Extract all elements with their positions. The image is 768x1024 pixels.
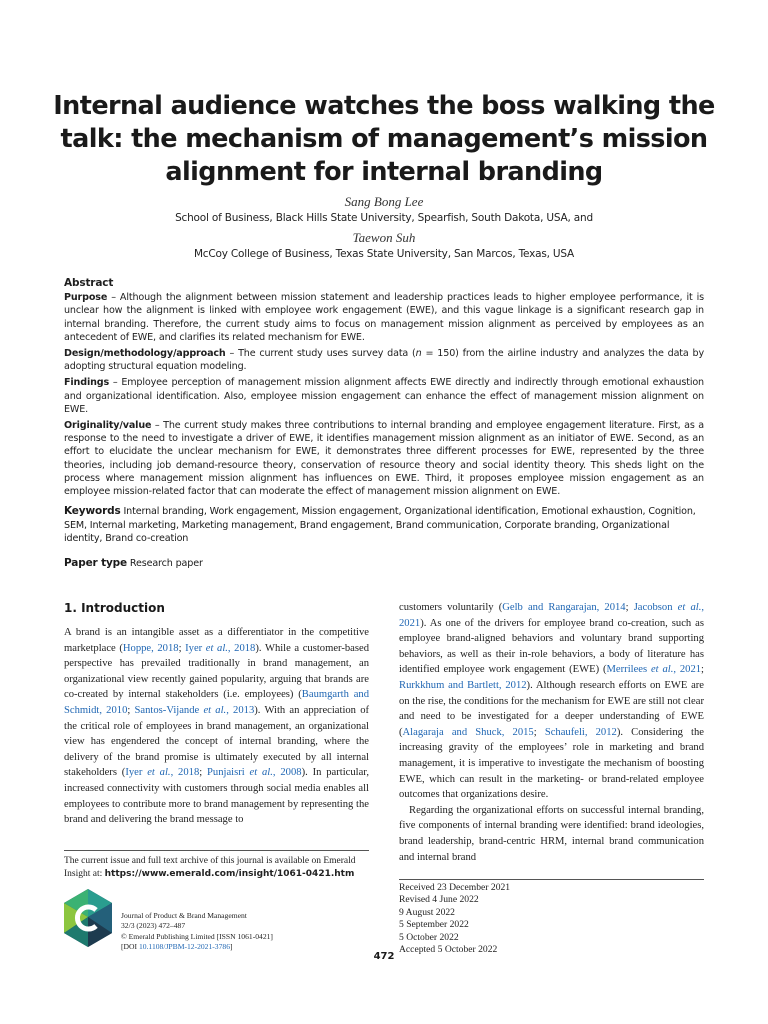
citation-link[interactable] <box>135 705 255 716</box>
keywords-text: Internal branding, Work engagement, Mission engagement, Organizational identification, Emotional exhaustion, Cognition, SEM, Internal marketing, Marketing management, Brand engagement, Brand communication, Corporate branding, Organizational identity, Brand co-creation <box>64 506 696 544</box>
journal-info <box>121 911 273 952</box>
emerald-publishing-logo <box>63 888 113 948</box>
history-line: Accepted 5 October 2022 <box>399 944 498 956</box>
intro-paragraph-2: Regarding the organizational efforts on successful internal branding, five components of internal branding were identified: brand ideologies, brand leadership, brand-centric HRM, internal brand communication and internal brand <box>399 804 704 863</box>
page-number: 472 <box>373 951 395 962</box>
author-name-2: Taewon Suh <box>352 230 416 245</box>
design-text-2: = 150) from the airline industry and analyzes the data by adopting structural equation modeling. <box>64 348 705 373</box>
archive-url-link[interactable]: https://www.emerald.com/insight/1061-0421.htm <box>104 869 355 879</box>
citation-year: , 2008 <box>272 767 302 779</box>
purpose-text: – Although the alignment between mission statement and leadership practices leads to higher employee performance, it is unclear how the alignment is linked with employee work engagement (EWE), and this vague linkage is a significant research gap in internal branding. Therefore, the current study aims to focus on management mission alignment as perceived by employees as an antecedent of EWE, and clarifies its related mechanism for EWE. <box>64 292 704 343</box>
originality-label: Originality/value <box>64 420 152 432</box>
citation-author: Iyer <box>125 767 148 779</box>
paper-type <box>64 557 704 569</box>
text-run: ). Although research efforts on EWE are on the rise, the conditions for the mechanism for EWE are still not clear and need to be investigated for a deeper understanding of EWE ( <box>399 679 704 738</box>
text-run: ). While a customer-based perspective has prevailed traditionally in brand management, an organizational view recently gained popularity, arguing that brands are co-created by internal stakeholders (i.e. employees) ( <box>64 642 369 701</box>
citation-etal: et al. <box>205 642 228 654</box>
findings-label: Findings <box>64 377 110 389</box>
paper-title: Internal audience watches the boss walking the talk: the mechanism of management’s mission alignment for internal branding <box>53 91 715 187</box>
paper-type-label: Paper type <box>64 557 127 569</box>
author-affiliation-2: McCoy College of Business, Texas State University, San Marcos, Texas, USA <box>193 248 575 260</box>
citation-link[interactable]: Baumgarth and Schmidt, 2010 <box>64 689 369 716</box>
abstract-design <box>64 347 704 373</box>
citation-year: , 2021 <box>399 602 704 629</box>
history-line: 5 October 2022 <box>399 931 459 943</box>
text-run: ). As one of the drivers for employee brand co-creation, such as employee brand-aligned behaviors and voluntary brand supporting behaviors, as well as their in-role behaviors, a body of literature has identified employee work engagement (EWE) ( <box>399 617 704 676</box>
paper-type-text: Research paper <box>126 558 203 569</box>
design-text-1: – The current study uses survey data ( <box>225 348 416 360</box>
journal-name: Journal of Product & Brand Management <box>121 911 247 920</box>
citation-link[interactable] <box>607 664 702 675</box>
text-run: ). Considering the increasing gravity of the employees’ role in marketing and brand management, it is imperative to investigate the mechanism of boosting EWE, which can result in the marketing- or brand-related employee outcomes that organizations desire. <box>399 726 704 801</box>
citation-year: , 2021 <box>673 664 702 676</box>
originality-text: – The current study makes three contributions to internal branding and employee engagement literature. First, as a response to the need to investigate a driver of EWE, it identifies management mission alignment as an initiator of EWE. Second, as an effort to elucidate the unclear mechanism for EWE, it demonstrates three different processes for EWE, represented by the three theories, including job demand-resource theory, conservation of resource theory and social identity theory. This sheds light on the process where management mission alignment has influences on EWE. Third, it proposes employee mission engagement as an employee mission-related factor that can moderate the effect of management mission alignment on EWE. <box>64 420 704 498</box>
keywords-label: Keywords <box>64 505 121 517</box>
citation-etal: et al. <box>677 602 702 613</box>
intro-paragraph-1-cont <box>399 600 704 803</box>
abstract-heading: Abstract <box>64 277 114 289</box>
history-line: Revised 4 June 2022 <box>399 894 479 906</box>
design-n: n <box>415 348 422 360</box>
doi-link[interactable]: 10.1108/JPBM-12-2021-3786 <box>138 941 230 951</box>
text-run: ; <box>199 767 208 779</box>
citation-etal: et al. <box>249 767 273 779</box>
citation-etal: et al. <box>147 767 171 779</box>
citation-link[interactable] <box>125 767 199 778</box>
text-run: ; <box>533 726 545 738</box>
citation-link[interactable]: Schaufeli, 2012 <box>544 726 617 738</box>
author-name-1: Sang Bong Lee <box>344 194 424 209</box>
citation-author: Santos-Vijande <box>134 704 204 716</box>
text-run: ; <box>127 704 135 716</box>
citation-year: , 2018 <box>227 642 256 654</box>
abstract-findings <box>64 376 704 416</box>
abstract <box>64 277 704 501</box>
citation-link[interactable] <box>207 767 302 778</box>
archive-note <box>64 855 369 881</box>
findings-text: – Employee perception of management mission alignment affects EWE directly and indirectly through emotional exhaustion and organizational identification. Also, employee mission engagement can enhance the effect of management mission alignment on EWE. <box>64 377 704 415</box>
abstract-purpose <box>64 291 704 344</box>
citation-etal: et al. <box>203 704 227 716</box>
abstract-originality <box>64 419 704 498</box>
history-line: Received 23 December 2021 <box>399 882 511 893</box>
archive-text: The current issue and full text archive of this journal is available on Emerald Insight at: <box>64 856 356 879</box>
doi-prefix: [DOI <box>121 941 139 951</box>
citation-author: Iyer <box>185 642 206 654</box>
text-run: ). With an appreciation of the critical role of employees in brand management, an organizational view has engendered the concept of internal branding, where the delivery of the brand promise is ultimately executed by all internal stakeholders ( <box>64 704 370 779</box>
citation-link[interactable]: Alagaraja and Shuck, 2015 <box>402 726 534 738</box>
footnote-divider <box>64 850 369 851</box>
citation-author: Merrilees <box>606 664 651 676</box>
intro-column-1 <box>64 625 369 828</box>
text-run: ; <box>178 642 186 654</box>
history-line: 5 September 2022 <box>399 919 469 931</box>
history-line: 9 August 2022 <box>399 906 455 918</box>
citation-year: , 2013 <box>226 704 255 716</box>
intro-paragraph-1 <box>64 625 369 828</box>
author-affiliation-1: School of Business, Black Hills State University, Spearfish, South Dakota, USA, and <box>175 212 593 224</box>
citation-author: Punjaisri <box>207 767 250 779</box>
article-history <box>399 882 704 956</box>
text-run: A brand is an intangible asset as a differentiator in the competitive marketplace ( <box>64 627 369 654</box>
citation-year: , 2018 <box>170 767 200 779</box>
citation-etal: et al. <box>650 664 674 676</box>
text-run: customers voluntarily ( <box>399 602 503 613</box>
keywords <box>64 505 704 546</box>
citation-link[interactable] <box>185 643 255 654</box>
purpose-label: Purpose <box>64 292 108 304</box>
citation-link[interactable]: Rurkkhum and Bartlett, 2012 <box>399 679 527 691</box>
history-divider <box>399 879 704 880</box>
intro-column-2 <box>399 600 704 865</box>
doi-suffix: ] <box>230 941 233 951</box>
citation-link[interactable]: Gelb and Rangarajan, 2014 <box>502 602 626 613</box>
journal-publisher: © Emerald Publishing Limited [ISSN 1061-0421] <box>121 931 273 941</box>
journal-volume: 32/3 (2023) 472–487 <box>121 921 186 931</box>
text-run: ). In particular, increased connectivity with customers through social media enables all employees to contribute more to brand management by representing the brand and delivering the brand message to <box>64 767 370 826</box>
text-run: ; <box>625 602 634 613</box>
citation-author: Jacobson <box>633 602 678 613</box>
citation-link[interactable]: Hoppe, 2018 <box>122 642 179 654</box>
section-heading-introduction: 1. Introduction <box>64 601 165 615</box>
text-run: ; <box>701 664 704 676</box>
design-label: Design/methodology/approach <box>64 348 226 360</box>
